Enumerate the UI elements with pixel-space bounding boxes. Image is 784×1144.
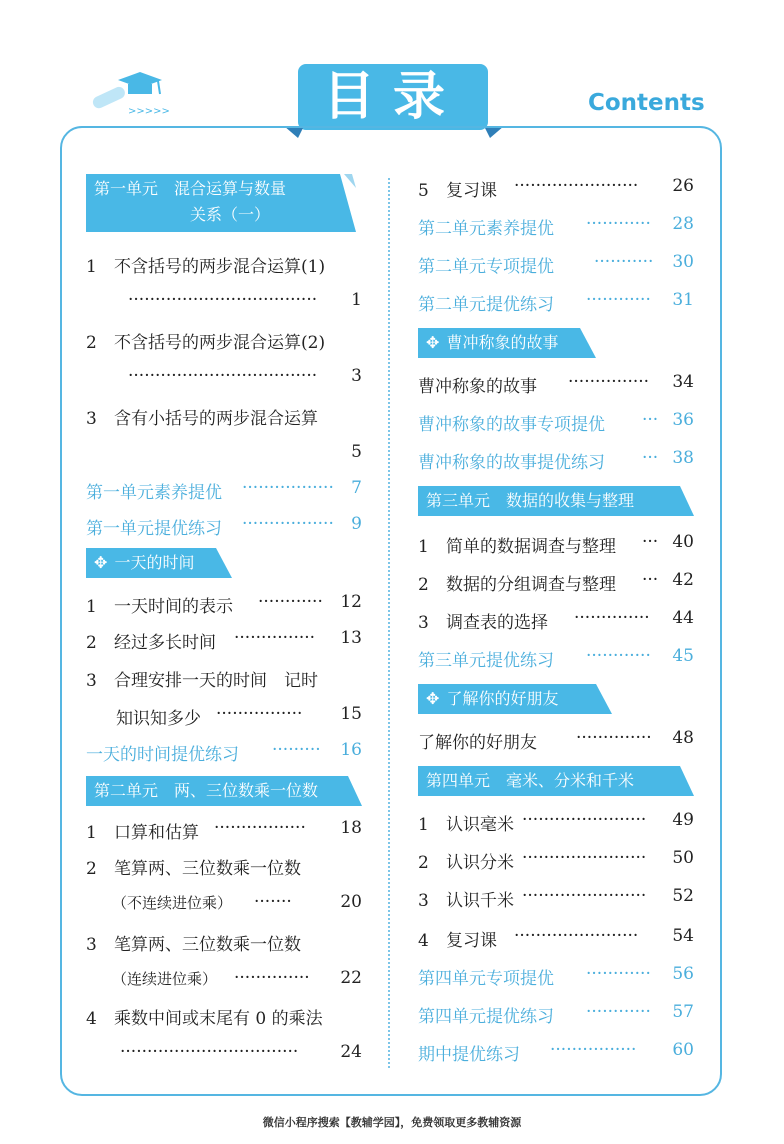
toc-item[interactable]: 第四单元专项提优 ············ 56 bbox=[418, 964, 694, 989]
section-title-unit1-line2: 关系（一） bbox=[190, 205, 271, 224]
toc-left-column: 第一单元 混合运算与数量 关系（一） 1 不含括号的两步混合运算(1) ··································· 1 2 不含括号的两步混合运算(2) ··································· 3 3 含有小括号的两步混合运算 5 第一单元素养提优 ················· 7 第一单元提优练习 ················· 9 ✥ 一天的时间 1 一天时间的表示 ············ 12 2 经过多长时间 ··············· 13 3 合理安排一天的时间 记时 知识知多少 ················ 15 一天的时间提优练习 ········· 16 第二单元 两、三位数乘一位数 1 口算和估算 ················· 18 2 笔算两、三位数乘一位数 （不连续进位乘） ······· 20 3 笔算两、三位数乘一位数 （连续进位乘） ·············· 22 4 乘数中间或末尾有 0 的乘法 ································· 24 bbox=[86, 0, 362, 1144]
toc-item[interactable]: 曹冲称象的故事提优练习 ··· 38 bbox=[418, 448, 694, 473]
toc-item-title: 第三单元提优练习 bbox=[418, 651, 554, 671]
toc-item-title: 一天时间的表示 bbox=[114, 597, 233, 617]
toc-page-number: 13 bbox=[340, 628, 362, 648]
toc-item-title: 经过多长时间 bbox=[114, 633, 216, 653]
toc-item[interactable]: 一天的时间提优练习 ········· 16 bbox=[86, 740, 362, 765]
section-title-friend: 了解你的好朋友 bbox=[446, 689, 559, 708]
toc-item[interactable]: 1 认识毫米 ······················· 49 bbox=[418, 810, 694, 835]
toc-page-number: 52 bbox=[672, 886, 694, 906]
toc-page-number: 15 bbox=[340, 704, 362, 724]
toc-item-title: 第一单元素养提优 bbox=[86, 483, 222, 503]
toc-item-title: 第四单元提优练习 bbox=[418, 1007, 554, 1027]
toc-item[interactable]: 3 调查表的选择 ·············· 44 bbox=[418, 608, 694, 633]
toc-item-cont: （不连续进位乘） ······· 20 bbox=[86, 892, 362, 913]
toc-page-number: 50 bbox=[672, 848, 694, 868]
toc-item-title-cont: 知识知多少 bbox=[116, 709, 201, 729]
toc-item-title: 第二单元提优练习 bbox=[418, 295, 554, 315]
toc-item[interactable]: 4 复习课 ······················· 54 bbox=[418, 926, 694, 951]
toc-item[interactable]: 3 含有小括号的两步混合运算 bbox=[86, 409, 318, 429]
section-banner-caochong bbox=[418, 328, 596, 358]
toc-page-number: 28 bbox=[672, 214, 694, 234]
section-banner-day-time bbox=[86, 548, 232, 578]
toc-page-number: 26 bbox=[672, 176, 694, 196]
toc-item-title: 一天的时间提优练习 bbox=[86, 745, 239, 765]
toc-item-cont: （连续进位乘） ·············· 22 bbox=[86, 968, 362, 989]
toc-page-number: 1 bbox=[351, 290, 362, 310]
toc-page-number: 3 bbox=[351, 366, 362, 386]
toc-item[interactable]: 第四单元提优练习 ············ 57 bbox=[418, 1002, 694, 1027]
toc-item-title: 认识分米 bbox=[446, 853, 514, 873]
toc-page-number: 40 bbox=[672, 532, 694, 552]
toc-item-title: 数据的分组调查与整理 bbox=[446, 575, 616, 595]
toc-right-column bbox=[418, 0, 694, 1144]
toc-item-title: 简单的数据调查与整理 bbox=[446, 537, 616, 557]
toc-item[interactable]: 第三单元提优练习 ············ 45 bbox=[418, 646, 694, 671]
section-title-unit2: 第二单元 两、三位数乘一位数 bbox=[94, 781, 319, 800]
toc-item[interactable]: 第二单元提优练习 ············ 31 bbox=[418, 290, 694, 315]
toc-item-title: 调查表的选择 bbox=[446, 613, 548, 633]
toc-item-title: 口算和估算 bbox=[114, 823, 199, 843]
toc-page-number: 9 bbox=[351, 514, 362, 534]
section-title-unit3: 第三单元 数据的收集与整理 bbox=[426, 491, 635, 510]
column-divider bbox=[388, 178, 390, 1068]
toc-item-title: 复习课 bbox=[446, 931, 497, 951]
toc-page-number: 48 bbox=[672, 728, 694, 748]
page-title: 目录 bbox=[298, 64, 488, 130]
toc-item[interactable]: 2 数据的分组调查与整理 ··· 42 bbox=[418, 570, 694, 595]
toc-page-number: 24 bbox=[340, 1042, 362, 1062]
diamond-icon: ✥ bbox=[94, 553, 108, 572]
toc-item-title: 曹冲称象的故事专项提优 bbox=[418, 415, 605, 435]
toc-page-number: 5 bbox=[351, 442, 362, 462]
toc-page-number: 49 bbox=[672, 810, 694, 830]
toc-item-title: 第四单元专项提优 bbox=[418, 969, 554, 989]
toc-item-cont: 知识知多少 ················ 15 bbox=[86, 704, 362, 729]
section-title-unit1-line1: 第一单元 混合运算与数量 bbox=[94, 179, 287, 198]
toc-item[interactable]: 5 复习课 ······················· 26 bbox=[418, 176, 694, 201]
toc-page-number: 7 bbox=[351, 478, 362, 498]
toc-page-number: 36 bbox=[672, 410, 694, 430]
toc-item[interactable]: 期中提优练习 ················ 60 bbox=[418, 1040, 694, 1065]
toc-item-title: 不含括号的两步混合运算(2) bbox=[114, 333, 326, 353]
section-banner-unit3 bbox=[418, 486, 694, 516]
toc-item[interactable]: 了解你的好朋友 ·············· 48 bbox=[418, 728, 694, 753]
section-banner-unit4 bbox=[418, 766, 694, 796]
toc-page-number: 60 bbox=[672, 1040, 694, 1060]
toc-page-number: 42 bbox=[672, 570, 694, 590]
toc-item[interactable]: 3 笔算两、三位数乘一位数 bbox=[86, 935, 301, 955]
contents-label: Contents bbox=[588, 90, 705, 116]
toc-item[interactable]: 2 不含括号的两步混合运算(2) bbox=[86, 333, 326, 353]
toc-item-title: 曹冲称象的故事 bbox=[418, 377, 537, 397]
toc-page-number: 44 bbox=[672, 608, 694, 628]
toc-page-number: 12 bbox=[340, 592, 362, 612]
toc-item-title: 含有小括号的两步混合运算 bbox=[114, 409, 318, 429]
toc-page-number: 31 bbox=[672, 290, 694, 310]
toc-item-title-cont: （不连续进位乘） bbox=[112, 894, 233, 912]
toc-item[interactable]: 2 认识分米 ······················· 50 bbox=[418, 848, 694, 873]
toc-item-title: 认识千米 bbox=[446, 891, 514, 911]
toc-item-title: 期中提优练习 bbox=[418, 1045, 520, 1065]
toc-item[interactable]: 1 一天时间的表示 ············ 12 bbox=[86, 592, 362, 617]
svg-text:>>>>>: >>>>> bbox=[128, 106, 170, 117]
toc-item-title: 合理安排一天的时间 记时 bbox=[114, 671, 318, 691]
toc-item[interactable]: 曹冲称象的故事 ··············· 34 bbox=[418, 372, 694, 397]
section-title-unit4: 第四单元 毫米、分米和千米 bbox=[426, 771, 635, 790]
section-banner-unit1 bbox=[86, 174, 356, 232]
toc-page-number: 20 bbox=[340, 892, 362, 912]
toc-page-number: 38 bbox=[672, 448, 694, 468]
diamond-icon: ✥ bbox=[426, 689, 440, 708]
toc-item[interactable]: 1 简单的数据调查与整理 ··· 40 bbox=[418, 532, 694, 557]
toc-item[interactable]: 1 口算和估算 ················· 18 bbox=[86, 818, 362, 843]
toc-item[interactable]: 第二单元专项提优 ··········· 30 bbox=[418, 252, 694, 277]
toc-item-title: 不含括号的两步混合运算(1) bbox=[114, 257, 326, 277]
section-title-day-time: 一天的时间 bbox=[114, 553, 195, 572]
toc-item[interactable]: 第一单元素养提优 ················· 7 bbox=[86, 478, 362, 503]
toc-item-title: 笔算两、三位数乘一位数 bbox=[114, 935, 301, 955]
toc-item[interactable]: 2 经过多长时间 ··············· 13 bbox=[86, 628, 362, 653]
toc-item-title: 第二单元专项提优 bbox=[418, 257, 554, 277]
toc-item[interactable]: 1 不含括号的两步混合运算(1) bbox=[86, 257, 326, 277]
toc-item[interactable]: 3 认识千米 ······················· 52 bbox=[418, 886, 694, 911]
diamond-icon: ✥ bbox=[426, 333, 440, 352]
toc-item[interactable]: 4 乘数中间或末尾有 0 的乘法 bbox=[86, 1009, 323, 1029]
toc-item-title: 认识毫米 bbox=[446, 815, 514, 835]
toc-item-title: 曹冲称象的故事提优练习 bbox=[418, 453, 605, 473]
section-title-caochong: 曹冲称象的故事 bbox=[446, 333, 559, 352]
toc-page-number: 57 bbox=[672, 1002, 694, 1022]
toc-page-number: 16 bbox=[340, 740, 362, 760]
toc-item-title: 笔算两、三位数乘一位数 bbox=[114, 859, 301, 879]
toc-item-title: 第二单元素养提优 bbox=[418, 219, 554, 239]
toc-item[interactable]: 3 合理安排一天的时间 记时 bbox=[86, 671, 318, 691]
toc-page-number: 56 bbox=[672, 964, 694, 984]
toc-item-title: 了解你的好朋友 bbox=[418, 733, 537, 753]
toc-item[interactable]: 2 笔算两、三位数乘一位数 bbox=[86, 859, 301, 879]
toc-item-title: 第一单元提优练习 bbox=[86, 519, 222, 539]
toc-page-number: 30 bbox=[672, 252, 694, 272]
toc-page-number: 34 bbox=[672, 372, 694, 392]
toc-page-number: 18 bbox=[340, 818, 362, 838]
section-banner-friend bbox=[418, 684, 612, 714]
toc-item[interactable]: 第一单元提优练习 ················· 9 bbox=[86, 514, 362, 539]
toc-item-title: 乘数中间或末尾有 0 的乘法 bbox=[114, 1009, 323, 1029]
footer-note: 微信小程序搜索【教辅学园】，免费领取更多教辅资源 bbox=[262, 1116, 522, 1129]
toc-item[interactable]: 曹冲称象的故事专项提优 ··· 36 bbox=[418, 410, 694, 435]
toc-item-title-cont: （连续进位乘） bbox=[112, 970, 218, 988]
toc-page-number: 22 bbox=[340, 968, 362, 988]
section-banner-unit2 bbox=[86, 776, 362, 806]
toc-item[interactable]: 第二单元素养提优 ············ 28 bbox=[418, 214, 694, 239]
toc-page-number: 45 bbox=[672, 646, 694, 666]
toc-item-title: 复习课 bbox=[446, 181, 497, 201]
toc-page-number: 54 bbox=[672, 926, 694, 946]
